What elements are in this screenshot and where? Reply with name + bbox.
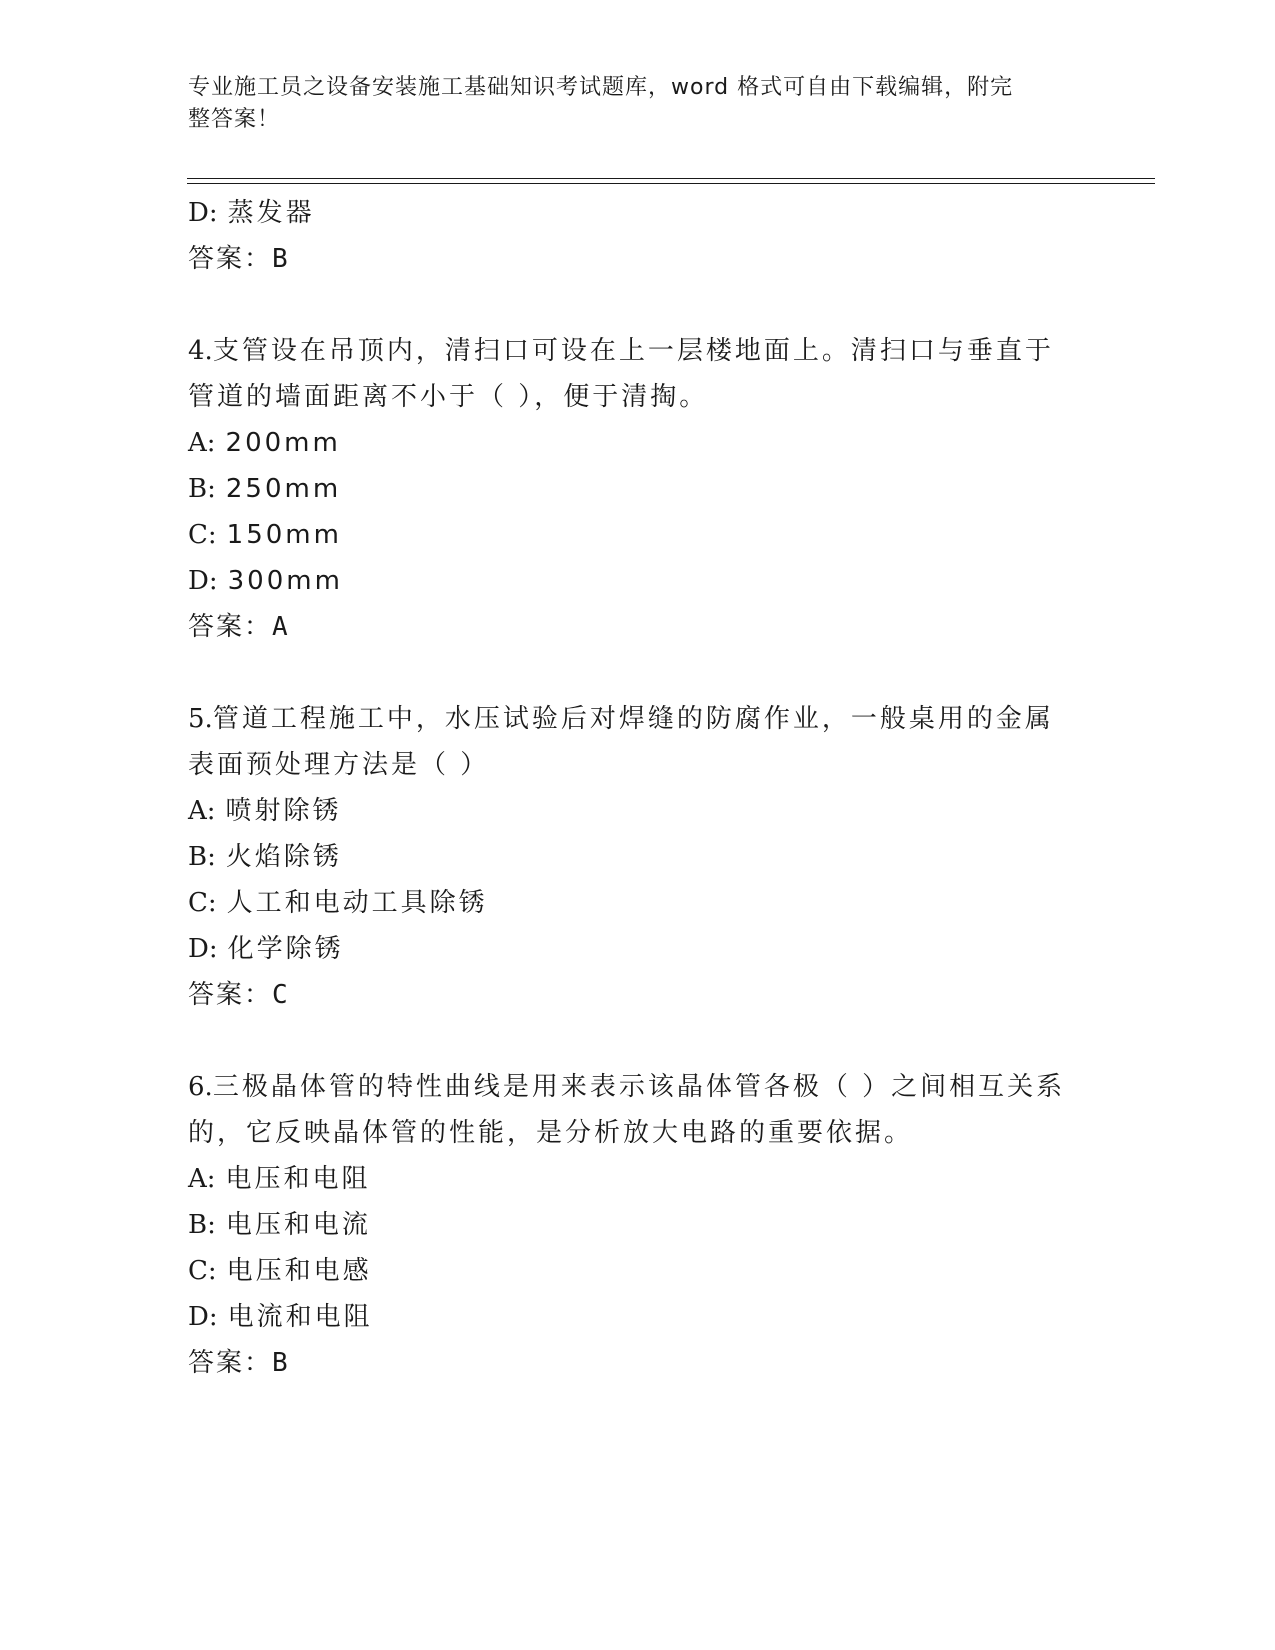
option-text: 150mm	[226, 520, 342, 550]
option-key: B:	[188, 1210, 216, 1240]
question-text	[188, 696, 1068, 788]
option-text: 喷射除锈	[225, 796, 342, 826]
question-text	[188, 1064, 1068, 1156]
question-6	[188, 1064, 1088, 1386]
option-d	[188, 1294, 1088, 1340]
question-5	[188, 696, 1088, 1018]
header-line-2: 整答案！	[188, 107, 281, 132]
option-text: 蒸发器	[227, 198, 315, 228]
option-key: D:	[188, 566, 218, 596]
prev-option-d	[188, 190, 1088, 236]
option-c	[188, 1248, 1088, 1294]
answer	[188, 972, 1088, 1018]
question-text	[188, 328, 1068, 420]
answer-value: B	[272, 1348, 290, 1378]
answer	[188, 1340, 1088, 1386]
option-b	[188, 466, 1088, 512]
option-d	[188, 926, 1088, 972]
option-key: D:	[188, 1302, 218, 1332]
document-header	[188, 72, 1068, 136]
question-line-1: 三极晶体管的特性曲线是用来表示该晶体管各极（ ）之间相互关系	[212, 1072, 1066, 1102]
option-a	[188, 420, 1088, 466]
option-c	[188, 512, 1088, 558]
option-text: 电压和电流	[225, 1210, 371, 1240]
answer-label: 答案：	[188, 980, 273, 1010]
question-number: 5.	[188, 704, 213, 734]
question-line-1: 管道工程施工中，水压试验后对焊缝的防腐作业，一般桌用的金属	[212, 704, 1054, 734]
option-c	[188, 880, 1088, 926]
option-key: B:	[188, 842, 216, 872]
option-text: 200mm	[225, 428, 341, 458]
option-text: 电压和电阻	[225, 1164, 371, 1194]
option-a	[188, 1156, 1088, 1202]
header-divider-top	[187, 178, 1155, 179]
option-text: 电流和电阻	[227, 1302, 373, 1332]
question-line-2: 的，它反映晶体管的性能，是分析放大电路的重要依据。	[188, 1118, 914, 1148]
option-text: 人工和电动工具除锈	[226, 888, 488, 918]
option-key: C:	[188, 1256, 217, 1286]
answer-label: 答案：	[188, 244, 273, 274]
option-text: 250mm	[225, 474, 342, 504]
header-line-1: 专业施工员之设备安装施工基础知识考试题库，word 格式可自由下载编辑，附完	[188, 75, 1014, 100]
option-key: B:	[188, 474, 216, 504]
answer-label: 答案：	[188, 1348, 273, 1378]
option-text: 火焰除锈	[225, 842, 342, 872]
option-b	[188, 834, 1088, 880]
option-text: 电压和电感	[226, 1256, 372, 1286]
option-a	[188, 788, 1088, 834]
answer-value: B	[272, 244, 290, 274]
option-key: C:	[188, 520, 217, 550]
question-line-2: 表面预处理方法是（ ）	[188, 750, 490, 780]
option-key: D:	[188, 934, 218, 964]
option-key: A:	[188, 1164, 216, 1194]
answer-value: A	[272, 612, 290, 642]
answer-value: C	[272, 980, 290, 1010]
question-content	[188, 190, 1088, 1386]
prev-answer	[188, 236, 1088, 282]
answer	[188, 604, 1088, 650]
option-b	[188, 1202, 1088, 1248]
answer-label: 答案：	[188, 612, 273, 642]
option-key: A:	[188, 796, 216, 826]
option-text: 化学除锈	[227, 934, 344, 964]
question-line-2: 管道的墙面距离不小于（ ），便于清掏。	[188, 382, 709, 412]
option-d	[188, 558, 1088, 604]
question-line-1: 支管设在吊顶内，清扫口可设在上一层楼地面上。清扫口与垂直于	[212, 336, 1054, 366]
option-key: D:	[188, 198, 218, 228]
question-number: 4.	[188, 336, 213, 366]
header-divider-bottom	[187, 183, 1155, 184]
option-text: 300mm	[227, 566, 343, 596]
option-key: A:	[188, 428, 216, 458]
question-number: 6.	[188, 1072, 213, 1102]
question-4	[188, 328, 1088, 650]
option-key: C:	[188, 888, 217, 918]
